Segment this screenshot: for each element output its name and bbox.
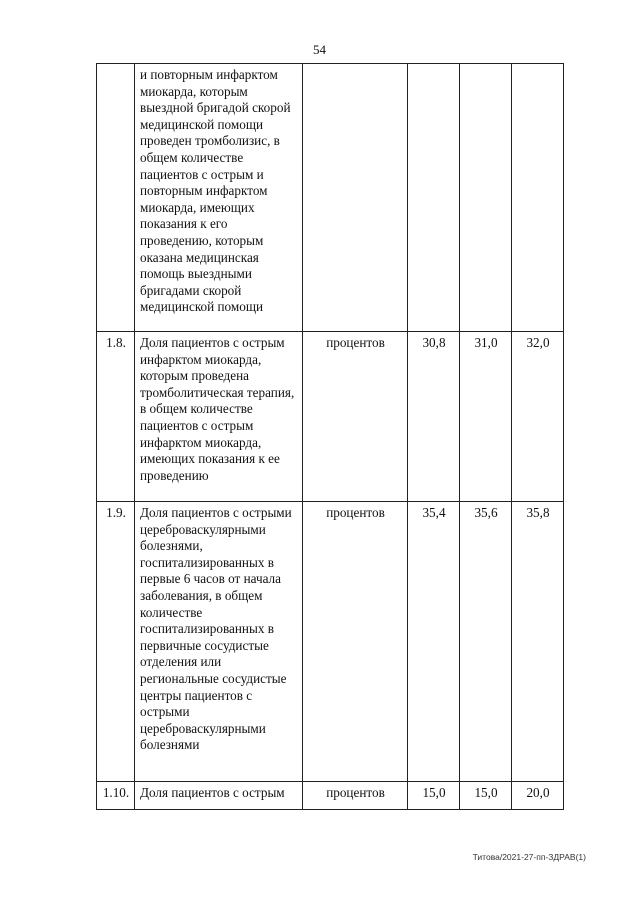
row-number — [97, 64, 135, 332]
row-number: 1.9. — [97, 502, 135, 782]
value-year-1 — [408, 64, 460, 332]
value-year-2: 15,0 — [460, 782, 512, 810]
table-row — [97, 64, 564, 332]
value-year-2: 31,0 — [460, 332, 512, 502]
indicator-description: Доля пациентов с острым — [135, 782, 303, 810]
page-number: 54 — [313, 42, 326, 57]
value-year-3: 35,8 — [512, 502, 564, 782]
value-year-2: 35,6 — [460, 502, 512, 782]
value-year-1: 15,0 — [408, 782, 460, 810]
value-year-3: 20,0 — [512, 782, 564, 810]
document-code: Титова/2021-27-пп-ЗДРАВ(1) — [472, 852, 586, 862]
unit-cell: процентов — [303, 332, 408, 502]
indicator-description: Доля пациентов с острыми цереброваскулярными болезнями, госпитализированных в первые 6 часов от начала заболевания, в общем количестве госпитализированных в первичные сосудистые отделения или региональные сосудистые центры пациентов с острыми цереброваскулярными болезнями — [135, 502, 303, 782]
value-year-1: 30,8 — [408, 332, 460, 502]
value-year-1: 35,4 — [408, 502, 460, 782]
indicator-description: и повторным инфарктом миокарда, которым выездной бригадой скорой медицинской помощи проведен тромболизис, в общем количестве пациентов с острым и повторным инфарктом миокарда, имеющих показания к его проведению, которым оказана медицинская помощь выездными бригадами скорой медицинской помощи — [135, 64, 303, 332]
value-year-3 — [512, 64, 564, 332]
unit-cell: процентов — [303, 502, 408, 782]
indicators-table — [96, 63, 564, 810]
value-year-3: 32,0 — [512, 332, 564, 502]
unit-cell — [303, 64, 408, 332]
row-number: 1.10. — [97, 782, 135, 810]
table-row — [97, 782, 564, 810]
table-row — [97, 332, 564, 502]
row-number: 1.8. — [97, 332, 135, 502]
unit-cell: процентов — [303, 782, 408, 810]
table-row — [97, 502, 564, 782]
value-year-2 — [460, 64, 512, 332]
indicator-description: Доля пациентов с острым инфарктом миокарда, которым проведена тромболитическая терапия, в общем количестве пациентов с острым инфарктом миокарда, имеющих показания к ее проведению — [135, 332, 303, 502]
